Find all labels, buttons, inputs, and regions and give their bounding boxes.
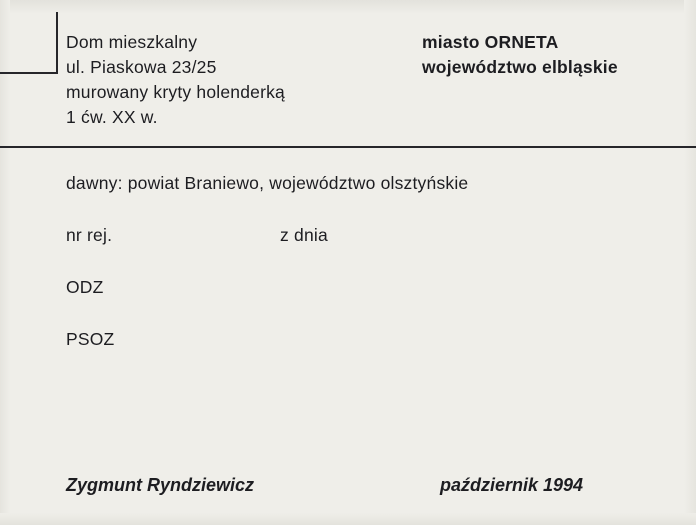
street-address: ul. Piaskowa 23/25: [66, 57, 217, 77]
dating: 1 ćw. XX w.: [66, 107, 158, 127]
construction-description: murowany kryty holenderką: [66, 82, 285, 102]
header-left-column: [66, 30, 396, 130]
psoz-label: PSOZ: [66, 329, 115, 349]
record-date: październik 1994: [440, 475, 584, 495]
city-name: miasto ORNETA: [422, 32, 559, 52]
building-type: Dom mieszkalny: [66, 32, 198, 52]
registry-row: [66, 224, 682, 246]
voivodeship-name: województwo elbląskie: [422, 57, 618, 77]
header-right-column: [422, 30, 682, 80]
odz-label: ODZ: [66, 277, 104, 297]
former-administration: dawny: powiat Braniewo, województwo olsztyńskie: [66, 173, 469, 193]
card-body: [66, 172, 682, 350]
paper-edge-left: [0, 0, 10, 525]
paper-edge-right: [684, 0, 696, 525]
card-footer: [66, 475, 682, 499]
paper-edge-bottom: [0, 513, 696, 525]
author-name: Zygmunt Ryndziewicz: [66, 475, 255, 495]
header-divider: [0, 146, 696, 148]
paper-edge-top: [0, 0, 696, 14]
registry-number-label: nr rej.: [66, 225, 113, 245]
corner-index-box: [0, 12, 58, 74]
registry-date-label: z dnia: [280, 225, 328, 245]
